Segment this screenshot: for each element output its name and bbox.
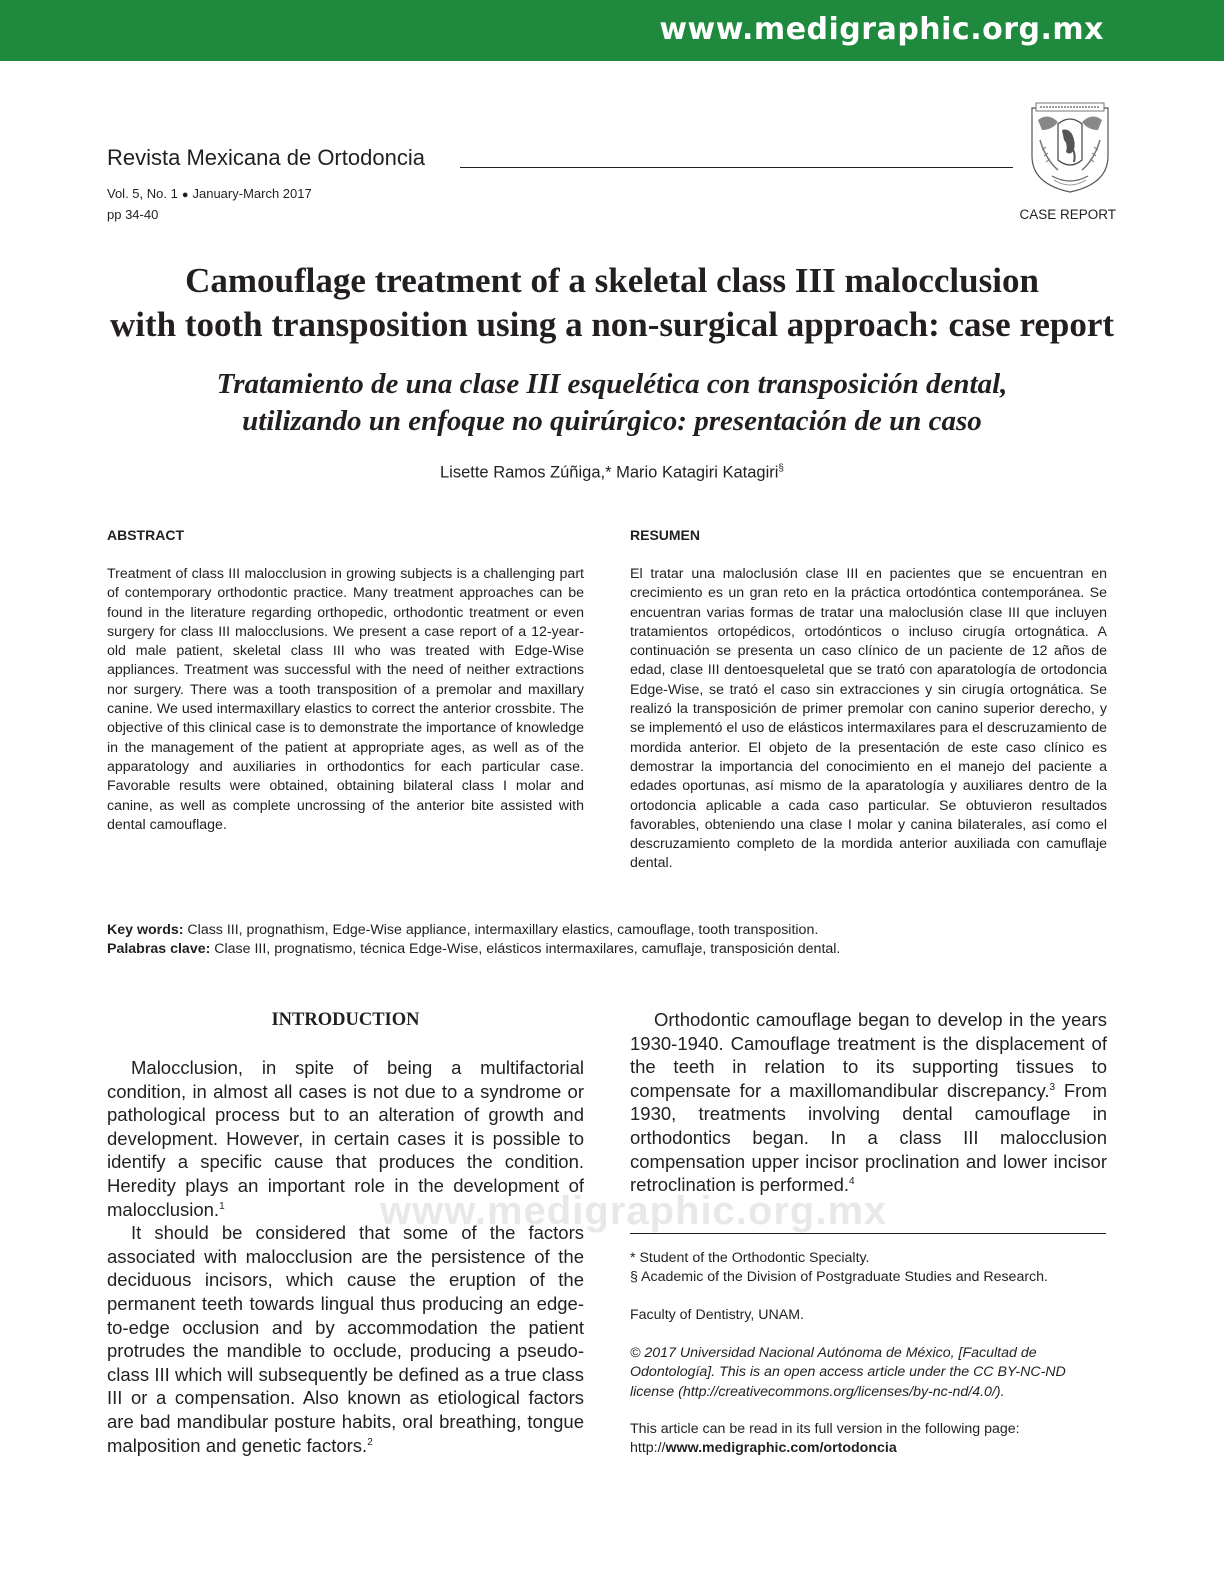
intro-paragraph-3a-text: Orthodontic camouflage began to develop in the years 1930-1940. Camouflage treatment is the displacement of the teeth in relation to its supporting tissues to compensate for a maxillomandibular discrepancy. (630, 1009, 1107, 1101)
keywords-en-label: Key words: (107, 922, 184, 938)
affiliation: Faculty of Dentistry, UNAM. (630, 1307, 804, 1323)
body-column-left (107, 1056, 584, 1457)
bullet-icon: ● (181, 189, 189, 201)
volume-number: Vol. 5, No. 1 (107, 186, 178, 201)
citation-2: 2 (367, 1436, 373, 1448)
footnote-rule (630, 1233, 1106, 1234)
body-column-right (630, 1008, 1107, 1197)
introduction-heading: INTRODUCTION (271, 1010, 420, 1030)
link-prefix[interactable]: http:// (630, 1440, 666, 1456)
intro-paragraph-2-text: It should be considered that some of the factors associated with malocclusion are the persistence of the deciduous incisors, which cause the eruption of the permanent teeth towards lingual thus producing an edge-to-edge occlusion and by accommodation the patient protrudes the mandible to occlude, producing a pseudo-class III which will subsequently be defined as a true class III or a compensation. Also known as etiological factors are bad mandibular posture habits, oral breathing, tongue malposition and genetic factors. (107, 1222, 584, 1456)
intro-paragraph-1-text: Malocclusion, in spite of being a multifactorial condition, in almost all cases is not due to a syndrome or pathological process but to an alteration of growth and development. However, in certain cases it is possible to identify a specific cause that produces the condition. Heredity plays an important role in the development of malocclusion. (107, 1057, 584, 1220)
author-list (60, 463, 1164, 483)
journal-name: Revista Mexicana de Ortodoncia (107, 145, 425, 170)
title-line-2: with tooth transposition using a non-surgical approach: case report (109, 305, 1115, 344)
author-1: Lisette Ramos Zúñiga, (440, 463, 606, 482)
resumen-text: El tratar una maloclusión clase III en pacientes que se encuentran en crecimiento es un gran reto en la práctica ortodóntica contemporánea. Se encuentran varias formas de tratar una maloclusión clase III que incluyen tratamientos ortopédicos, ortodónticos o incluso cirugía ortognática. A continuación se presenta un caso clínico de un paciente de 12 años de edad, clase III dentoesqueletal que se trató con aparatología de ortodoncia Edge-Wise, se trató el caso sin extracciones y sin cirugía ortognática. Se realizó la transposición de primer premolar con canino superior derecho, y se implementó el uso de elásticos intermaxilares para el descruzamiento de mordida anterior. El objeto de la presentación de este caso clínico es demostrar la importancia del conocimiento en el manejo del paciente a edades oportunas, así mismo de la aparatología y auxiliares dentro de la ortodoncia aplicable a cada caso particular. Se obtuvieron resultados favorables, obteniendo una clase I molar y canina bilaterales, así como el descruzamiento completo de la mordida anterior auxiliada con camuflaje dental. (630, 566, 1107, 872)
intro-paragraph-3 (630, 1008, 1107, 1197)
article-type: CASE REPORT (1019, 207, 1116, 222)
article-title (60, 259, 1164, 347)
volume-issue (107, 186, 312, 201)
author-2: Mario Katagiri Katagiri (611, 463, 779, 482)
citation-1: 1 (219, 1200, 225, 1212)
subtitle-line-2: utilizando un enfoque no quirúrgico: presentación de un caso (242, 405, 982, 437)
keywords-en-text: Class III, prognathism, Edge-Wise appliance, intermaxillary elastics, camouflage, tooth transposition. (183, 922, 819, 938)
author-1-mark: * (605, 463, 612, 482)
page-range: pp 34-40 (107, 207, 159, 222)
site-banner (0, 0, 1224, 61)
header-rule (460, 167, 1013, 168)
footnote-author-1: * Student of the Orthodontic Specialty. (630, 1250, 870, 1266)
subtitle-line-1: Tratamiento de una clase III esquelética con transposición dental, (216, 368, 1008, 400)
intro-paragraph-2 (107, 1221, 584, 1457)
keywords-en (107, 921, 1117, 940)
copyright-notice: © 2017 Universidad Nacional Autónoma de México, [Facultad de Odontología]. This is an open access article under the CC BY-NC-ND license (http://creativecommons.org/licenses/by-nc-nd/4.0/). (630, 1345, 1066, 1400)
intro-paragraph-3b-text: From 1930, treatments involving dental camouflage in orthodontics began. In a class III malocclusion compensation upper incisor proclination and lower incisor retroclination is performed. (630, 1079, 1107, 1196)
unam-seal-logo (1028, 100, 1112, 194)
keywords-es-label: Palabras clave: (107, 941, 211, 958)
site-url[interactable]: www.medigraphic.org.mx (659, 12, 1104, 47)
abstract-text: Treatment of class III malocclusion in growing subjects is a challenging part of contemporary orthodontic practice. Many treatment approaches can be found in the literature regarding orthopedic, orthodontic treatment or even surgery for class III malocclusions. We present a case report of a 12-year-old male patient, skeletal class III who was treated with Edge-Wise appliances. Treatment was successful with the need of neither extractions nor surgery. There was a tooth transposition of a premolar and maxillary canine. We used intermaxillary elastics to correct the anterior crossbite. The objective of this clinical case is to demonstrate the importance of knowledge in the management of the patient at appropriate ages, as well as of the apparatology and auxiliaries in orthodontics for each particular case. Favorable results were obtained, obtaining bilateral class I molar and canine, as well as complete uncrossing of the anterior bite assisted with dental camouflage. (107, 566, 584, 833)
article-title-spanish (60, 366, 1164, 440)
issue-date: January-March 2017 (192, 186, 312, 201)
abstract-heading: ABSTRACT (107, 527, 184, 543)
author-2-mark: § (778, 463, 784, 474)
watermark: www.medigraphic.org.mx (380, 1189, 888, 1233)
footnote-author-2: § Academic of the Division of Postgraduate Studies and Research. (630, 1269, 1048, 1285)
citation-3: 3 (1049, 1081, 1056, 1093)
keywords-es (107, 940, 1117, 959)
full-version-note: This article can be read in its full version in the following page: (630, 1421, 1020, 1437)
keywords-es-text: Clase III, prognatismo, técnica Edge-Wise, elásticos intermaxilares, camuflaje, transposición dental. (210, 941, 841, 958)
full-version-link[interactable] (630, 1439, 1110, 1458)
citation-4: 4 (849, 1176, 855, 1187)
link-url[interactable]: www.medigraphic.com/ortodoncia (665, 1440, 897, 1456)
keywords-block (107, 921, 1117, 960)
resumen-heading: RESUMEN (630, 527, 701, 543)
title-line-1: Camouflage treatment of a skeletal class III malocclusion (185, 261, 1039, 300)
